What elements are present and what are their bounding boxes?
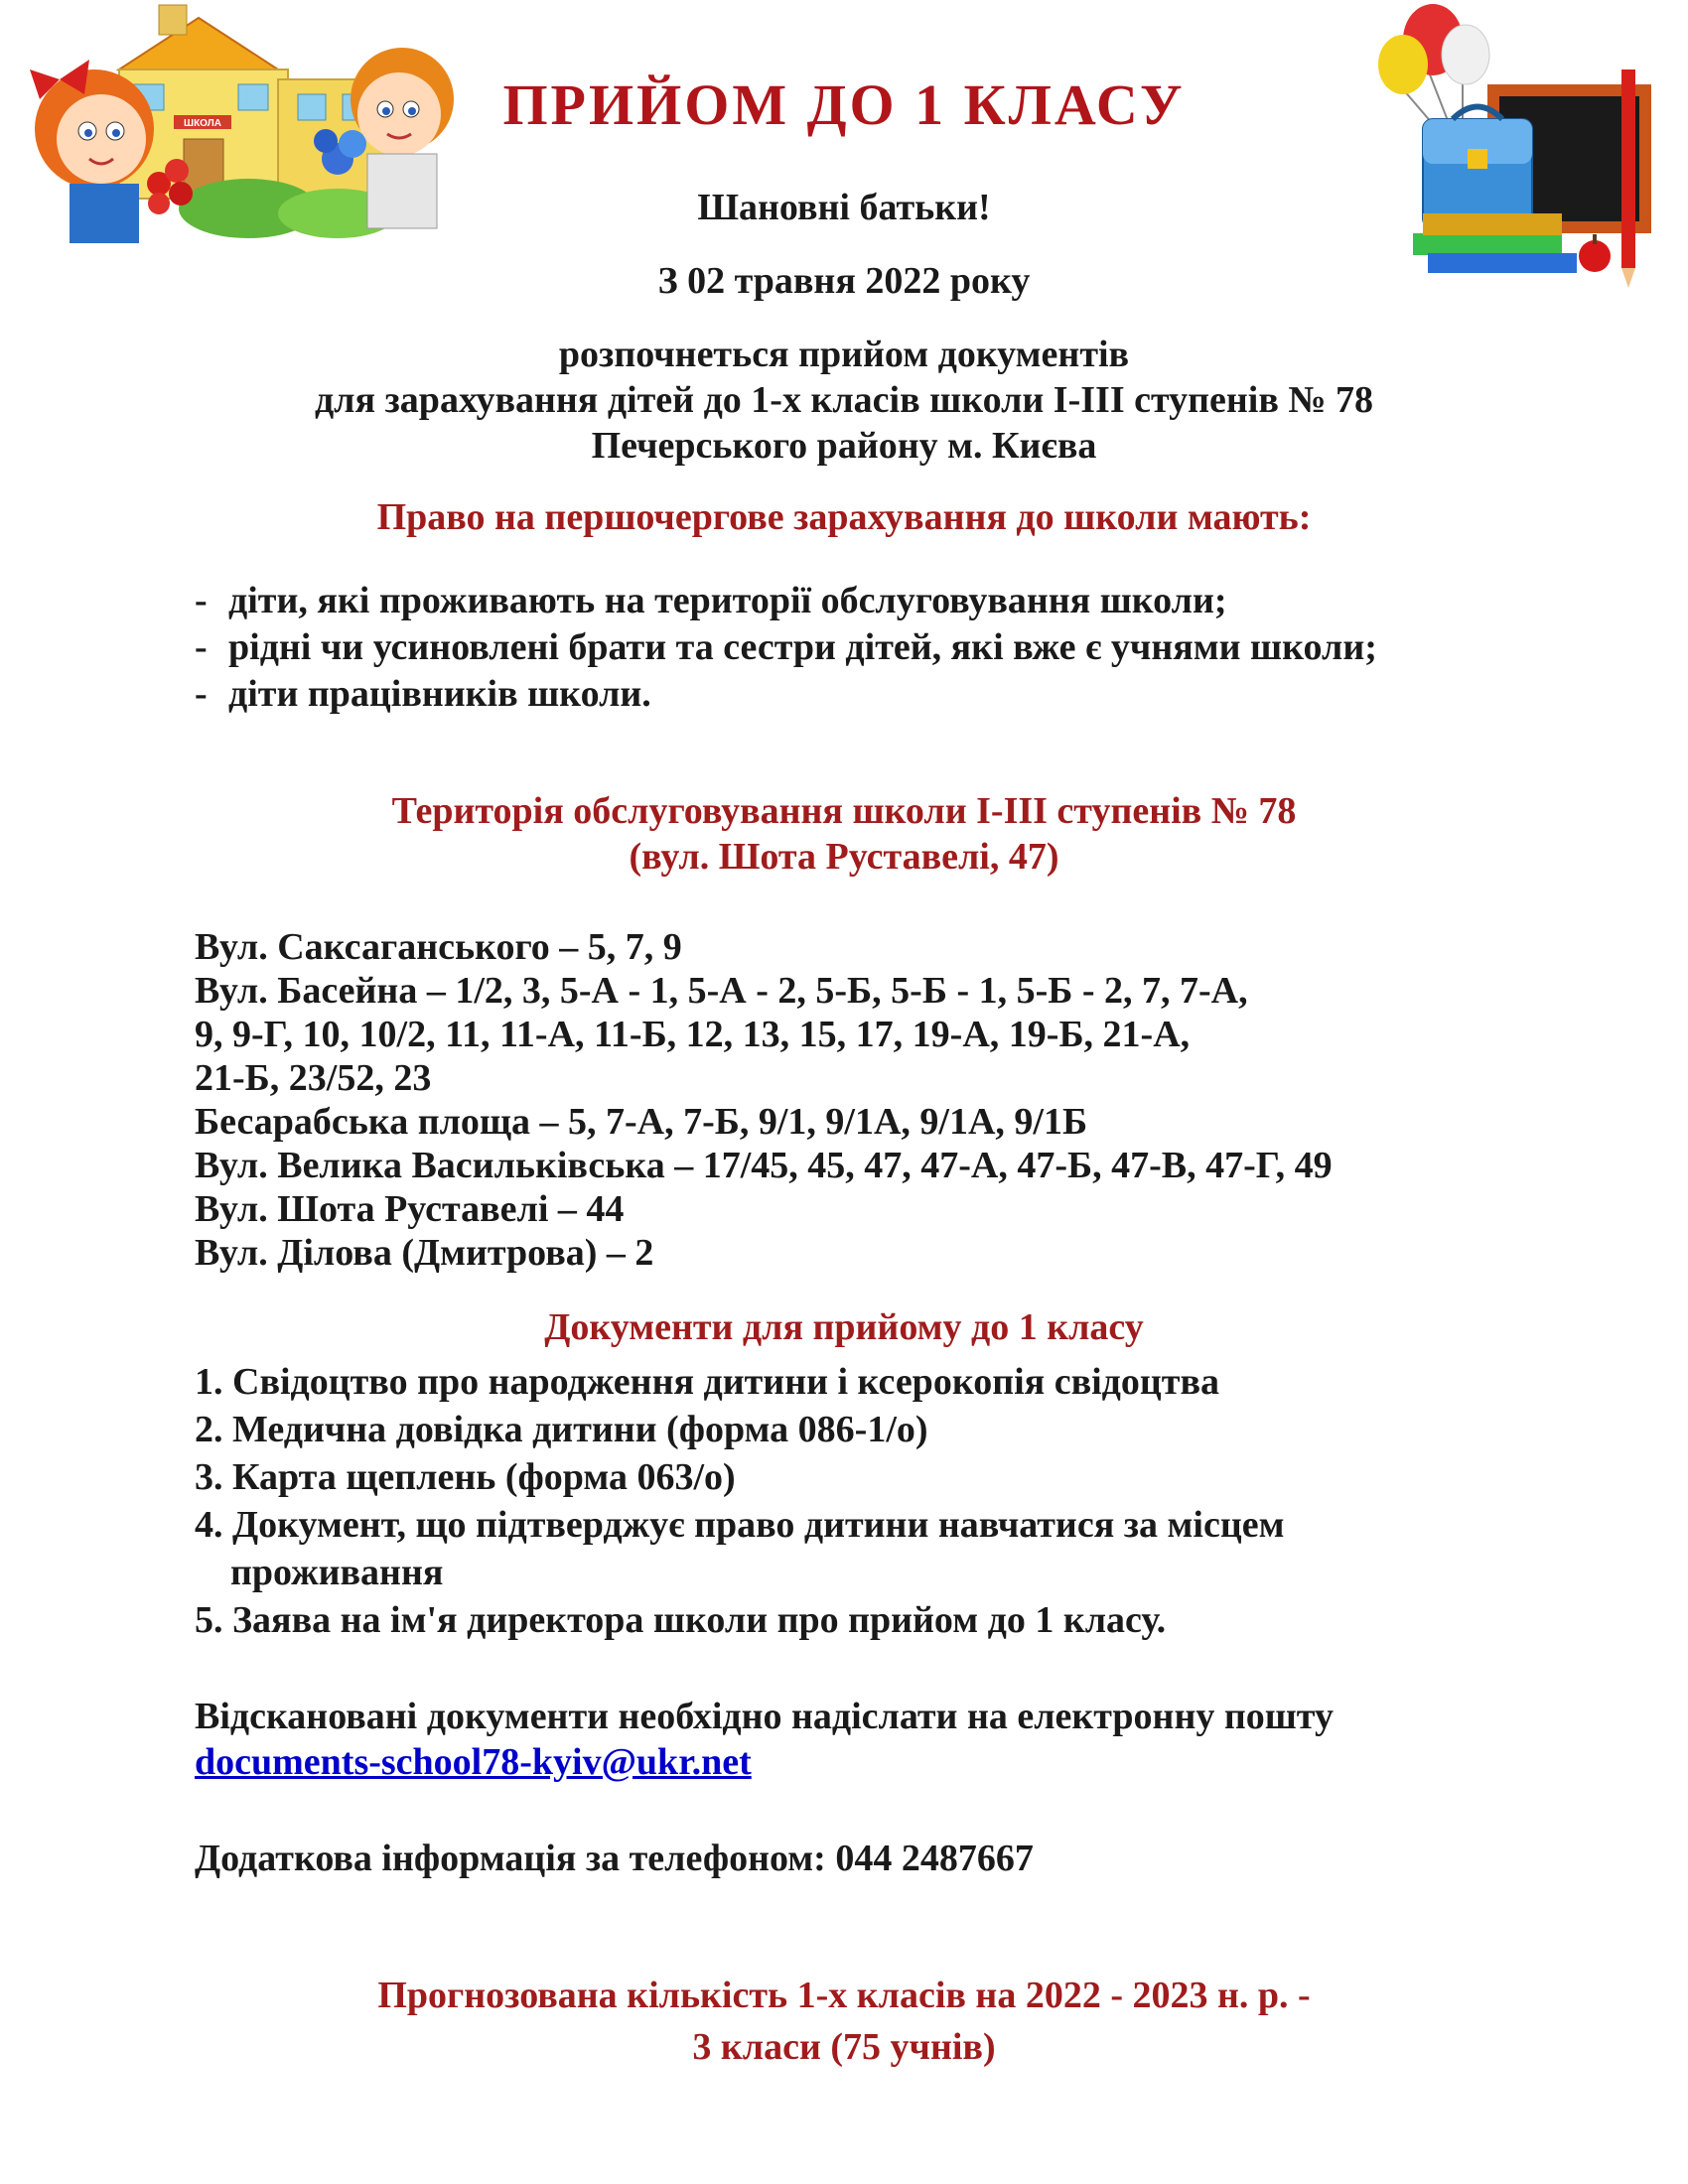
territory-heading [0, 788, 1688, 880]
documents-heading: Документи для прийому до 1 класу [544, 1306, 1144, 1348]
street-line: 21-Б, 23/52, 23 [195, 1057, 432, 1099]
list-item: - рідні чи усиновлені брати та сестри дітей, які вже є учнями школи; [195, 626, 1377, 668]
email-block [195, 1694, 1334, 1785]
document-item: 5. Заява на ім'я директора школи про прийом до 1 класу. [195, 1599, 1167, 1641]
forecast-line-1: Прогнозована кількість 1-х класів на 2022 - 2023 н. р. - [377, 1975, 1311, 2016]
street-line: Вул. Ділова (Дмитрова) – 2 [195, 1232, 654, 1274]
intro-line-2: для зарахування дітей до 1-х класів школи І-ІІІ ступенів № 78 [314, 379, 1374, 421]
list-item: - діти працівників школи. [195, 673, 651, 715]
list-item: - діти, які проживають на території обслуговування школи; [195, 580, 1227, 621]
street-line: Вул. Саксаганського – 5, 7, 9 [195, 926, 682, 968]
territory-heading-line-2: (вул. Шота Руставелі, 47) [629, 836, 1059, 878]
document-item: 3. Карта щеплень (форма 063/о) [195, 1456, 736, 1498]
documents-list [195, 1358, 1644, 1644]
document-item-continuation: проживання [230, 1552, 444, 1593]
school-supplies-illustration [1368, 0, 1666, 298]
street-list [195, 925, 1626, 1275]
forecast [0, 1970, 1688, 2073]
document-item: 4. Документ, що підтверджує право дитини навчатися за місцем [195, 1504, 1285, 1546]
priority-heading: Право на першочергове зарахування до школи мають: [376, 496, 1312, 538]
intro-line-3: Печерського району м. Києва [591, 425, 1097, 467]
document-item: 1. Свідоцтво про народження дитини і ксерокопія свідоцтва [195, 1361, 1219, 1403]
email-link[interactable]: documents-school78-kyiv@ukr.net [195, 1741, 752, 1783]
street-line: Вул. Велика Васильківська – 17/45, 45, 47, 47-А, 47-Б, 47-В, 47-Г, 49 [195, 1145, 1333, 1186]
street-line: Вул. Басейна – 1/2, 3, 5-А - 1, 5-А - 2, 5-Б, 5-Б - 1, 5-Б - 2, 7, 7-А, [195, 970, 1248, 1012]
intro-line-1: розпочнеться прийом документів [558, 334, 1130, 375]
page-title: ПРИЙОМ ДО 1 КЛАСУ [502, 72, 1186, 137]
territory-heading-line-1: Територія обслуговування школи І-ІІІ ступенів № 78 [391, 790, 1297, 832]
email-instruction: Відскановані документи необхідно надіслати на електронну пошту [195, 1696, 1334, 1737]
start-date: З 02 травня 2022 року [657, 260, 1031, 302]
greeting: Шановні батьки! [697, 187, 991, 228]
document-item: 2. Медична довідка дитини (форма 086-1/о) [195, 1409, 928, 1450]
street-line: Бесарабська площа – 5, 7-А, 7-Б, 9/1, 9/1А, 9/1А, 9/1Б [195, 1101, 1088, 1143]
phone-info: Додаткова інформація за телефоном: 044 2487667 [195, 1838, 1034, 1879]
priority-list [195, 578, 1632, 718]
intro-text [0, 332, 1688, 469]
forecast-line-2: 3 класи (75 учнів) [692, 2026, 996, 2068]
school-sign: ШКОЛА [184, 118, 221, 129]
street-line: 9, 9-Г, 10, 10/2, 11, 11-А, 11-Б, 12, 13, 15, 17, 19-А, 19-Б, 21-А, [195, 1014, 1191, 1055]
street-line: Вул. Шота Руставелі – 44 [195, 1188, 625, 1230]
